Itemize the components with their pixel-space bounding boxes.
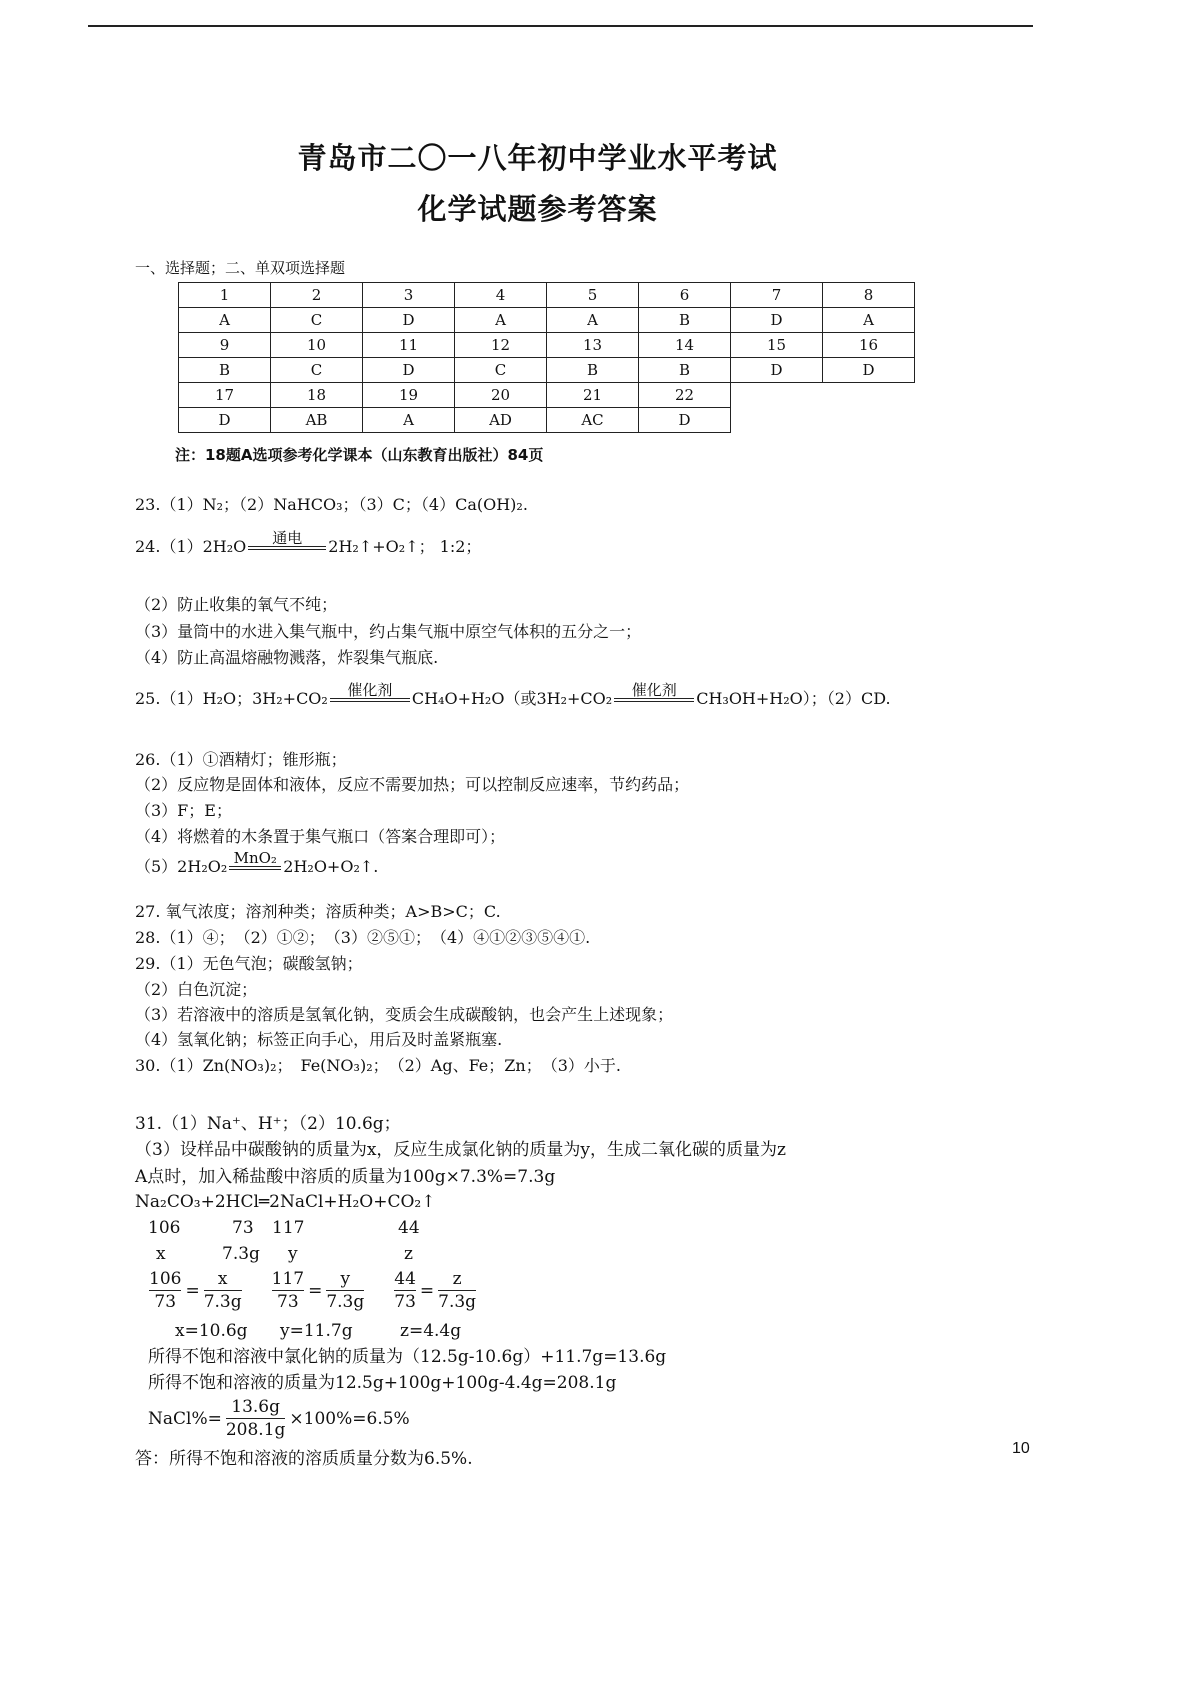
result-y: y=11.7g [280,1321,353,1341]
var-z: z [404,1244,413,1264]
table-cell: 13 [547,333,639,358]
proportion-equations [145,1268,502,1313]
table-cell: 2 [271,283,363,308]
table-row [179,333,915,358]
numerator: z [438,1268,476,1291]
equals-sign: = [185,1280,200,1301]
q26-5: （5）2H₂O₂ MnO₂ 2H₂O+O₂↑. [135,849,379,876]
denominator: 73 [154,1292,177,1312]
table-row [179,308,915,333]
denominator: 7.3g [438,1292,477,1312]
fraction [394,1268,416,1313]
q26-3: （3）F；E； [135,801,232,820]
var-x: x [156,1244,166,1264]
equals-sign: = [419,1280,435,1301]
table-cell: C [455,358,547,383]
q31-2: （3）设样品中碳酸钠的质量为x，反应生成氯化钠的质量为y，生成二氧化碳的质量为z [135,1140,786,1160]
result-z: z=4.4g [400,1321,462,1341]
numerator: 117 [271,1269,305,1289]
table-cell: 16 [823,333,915,358]
denominator: 73 [394,1292,416,1312]
q29-4: （4）氢氧化钠；标签正向手心，用后及时盖紧瓶塞. [135,1030,503,1049]
table-cell: C [271,308,363,333]
denominator: 7.3g [203,1292,242,1312]
q27: 27. 氧气浓度；溶剂种类；溶质种类；A>B>C；C. [135,902,501,921]
proportion [268,1269,369,1312]
table-cell: 5 [547,283,639,308]
proportion [145,1269,246,1312]
mass-hcl: 73 [232,1218,254,1238]
fraction [272,1268,304,1313]
fraction [204,1268,242,1313]
table-cell: 14 [639,333,731,358]
table-cell: 17 [179,383,271,408]
table-row [179,283,915,308]
denominator: 7.3g [326,1292,365,1312]
empty-cell [823,383,915,408]
table-cell: 12 [455,333,547,358]
numerator: y [326,1268,364,1291]
q25: 25.（1）H₂O；3H₂+CO₂ 催化剂 CH₄O+H₂O（或3H₂+CO₂ 催化剂 CH₃OH+H₂O）；（2）CD. [135,681,891,708]
table-cell: AB [271,408,363,433]
fraction [438,1268,476,1313]
proportion [390,1269,480,1312]
table-cell: 9 [179,333,271,358]
table-row [179,358,915,383]
table-cell: 1 [179,283,271,308]
table-cell: D [363,358,455,383]
table-cell: B [639,358,731,383]
table-cell: B [547,358,639,383]
table-cell: D [731,358,823,383]
var-y: y [288,1244,298,1264]
table-cell: C [271,358,363,383]
q23: 23.（1）N₂；（2）NaHCO₃；（3）C；（4）Ca(OH)₂. [135,495,528,514]
header-rule [88,25,1033,27]
table-cell: 18 [271,383,363,408]
table-cell: A [823,308,915,333]
table-cell: A [547,308,639,333]
q24-2: （2）防止收集的氧气不纯； [135,595,338,614]
q24-1: 24.（1）2H₂O 通电 2H₂↑+O₂↑； 1:2； [135,529,482,556]
mass-na2co3: 106 [148,1218,181,1238]
q29-1: 29.（1）无色气泡；碳酸氢钠； [135,954,363,973]
q26-4: （4）将燃着的木条置于集气瓶口（答案合理即可）； [135,827,506,846]
mass-nacl: 117 [272,1218,305,1238]
answer-table [178,282,915,433]
empty-cell [823,408,915,433]
fraction [326,1268,364,1313]
table-cell: AC [547,408,639,433]
empty-cell [731,383,823,408]
q29-3: （3）若溶液中的溶质是氢氧化钠，变质会生成碳酸钠，也会产生上述现象； [135,1005,674,1024]
q24-4: （4）防止高温熔融物溅落，炸裂集气瓶底. [135,648,439,667]
denominator: 73 [277,1292,299,1312]
numerator: 106 [149,1269,182,1289]
equals-sign: = [308,1280,323,1301]
q29-2: （2）白色沉淀； [135,980,258,999]
table-cell: D [363,308,455,333]
page-number: 10 [1012,1440,1030,1457]
q31-equation: Na₂CO₃+2HCl═2NaCl+H₂O+CO₂↑ [135,1192,436,1212]
q31-3: A点时，加入稀盐酸中溶质的质量为100g×7.3%=7.3g [135,1167,556,1187]
table-note: 注：18题A选项参考化学课本（山东教育出版社）84页 [175,446,544,464]
empty-cell [731,408,823,433]
table-cell: 3 [363,283,455,308]
table-cell: AD [455,408,547,433]
title-line-1: 青岛市二〇一八年初中学业水平考试 [297,141,778,175]
q31-4: 所得不饱和溶液中氯化钠的质量为（12.5g-10.6g）+11.7g=13.6g [148,1347,667,1367]
table-cell: 19 [363,383,455,408]
nacl-percent: NaCl%= $\frac{13.6g}{208.1g}$ ×100%=6.5% [148,1397,410,1440]
q28: 28.（1）④； （2）①②； （3）②⑤①； （4）④①②③⑤④①. [135,928,591,947]
table-row [179,383,915,408]
title-line-2: 化学试题参考答案 [417,192,658,226]
table-cell: A [455,308,547,333]
table-cell: 7 [731,283,823,308]
section-label: 一、选择题；二、单双项选择题 [135,259,346,277]
q26-2: （2）反应物是固体和液体，反应不需要加热；可以控制反应速率，节约药品； [135,775,690,794]
q24-3: （3）量筒中的水进入集气瓶中，约占集气瓶中原空气体积的五分之一； [135,622,642,641]
result-x: x=10.6g [175,1321,248,1341]
q31-5: 所得不饱和溶液的质量为12.5g+100g+100g-4.4g=208.1g [148,1373,617,1393]
table-cell: 4 [455,283,547,308]
table-cell: 6 [639,283,731,308]
table-cell: A [363,408,455,433]
table-cell: D [179,408,271,433]
q26-1: 26.（1）①酒精灯；锥形瓶； [135,750,347,769]
table-cell: 8 [823,283,915,308]
table-cell: 22 [639,383,731,408]
table-cell: 11 [363,333,455,358]
numerator: 44 [394,1269,416,1289]
mass-co2: 44 [398,1218,420,1238]
table-cell: D [731,308,823,333]
table-cell: 10 [271,333,363,358]
table-cell: A [179,308,271,333]
table-cell: 15 [731,333,823,358]
q31-1: 31.（1）Na⁺、H⁺；（2）10.6g； [135,1114,401,1134]
final-answer: 答：所得不饱和溶液的溶质质量分数为6.5%. [135,1449,473,1469]
var-hcl: 7.3g [222,1244,260,1264]
table-cell: D [639,408,731,433]
q30: 30.（1）Zn(NO₃)₂； Fe(NO₃)₂； （2）Ag、Fe；Zn； （3）小于. [135,1056,621,1075]
table-cell: 20 [455,383,547,408]
table-cell: D [823,358,915,383]
numerator: x [204,1268,242,1291]
table-cell: B [639,308,731,333]
table-cell: 21 [547,383,639,408]
table-cell: B [179,358,271,383]
fraction [149,1268,181,1313]
table-row [179,408,915,433]
